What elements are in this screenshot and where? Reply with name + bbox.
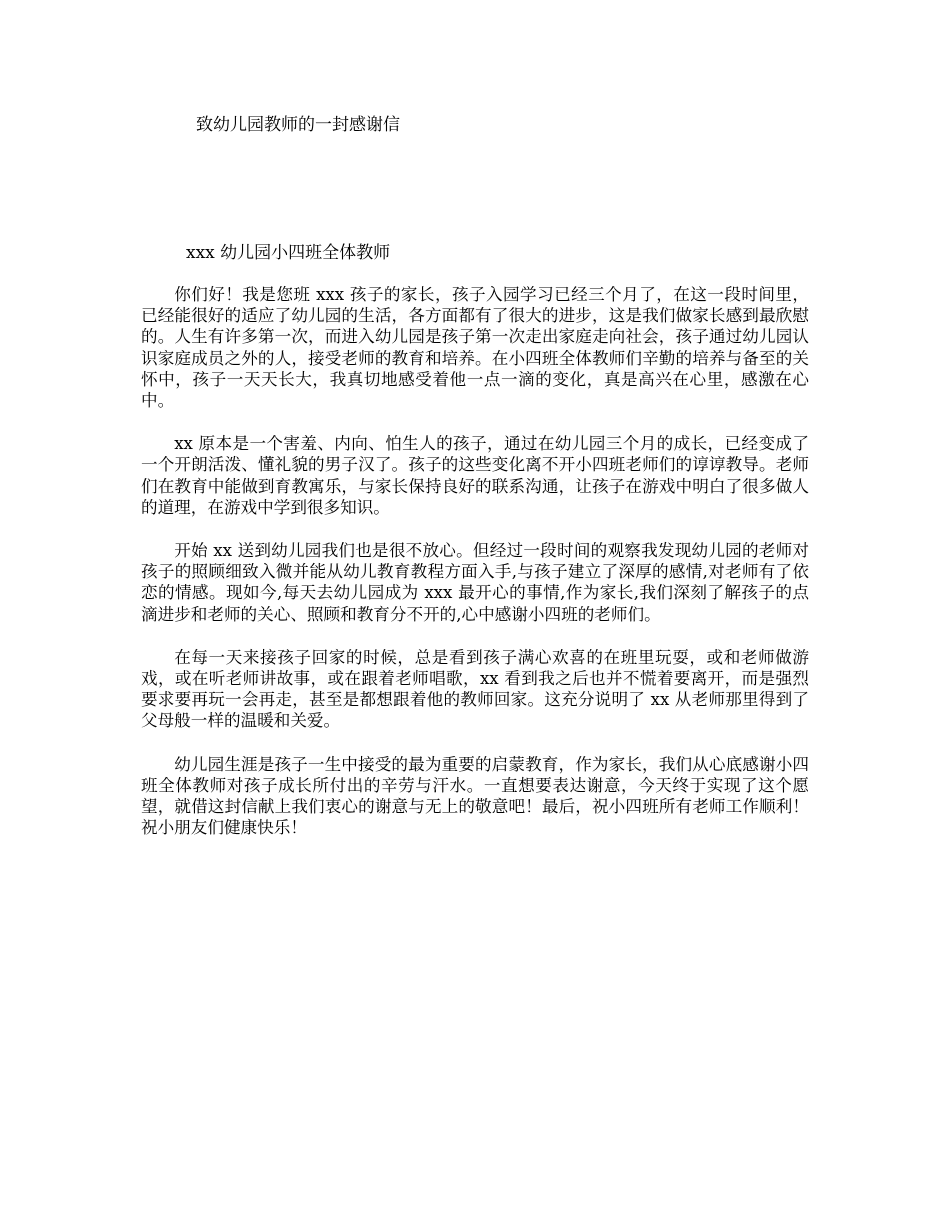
letter-title: 致幼儿园教师的一封感谢信 bbox=[196, 115, 400, 135]
letter-paragraph-4: 在每一天来接孩子回家的时候，总是看到孩子满心欢喜的在班里玩耍，或和老师做游戏，或在听老师讲故事，或在跟着老师唱歌，xx 看到我之后也并不慌着要离开，而是强烈要求要再玩一会再走，甚至是都想跟着他的教师回家。这充分说明了 xx 从老师那里得到了父母般一样的温暖和关爱。 bbox=[141, 647, 809, 731]
letter-paragraph-5: 幼儿园生涯是孩子一生中接受的最为重要的启蒙教育，作为家长，我们从心底感谢小四班全体教师对孩子成长所付出的辛劳与汗水。一直想要表达谢意，今天终于实现了这个愿望，就借这封信献上我们衷心的谢意与无上的敬意吧！最后，祝小四班所有老师工作顺利！祝小朋友们健康快乐！ bbox=[141, 754, 809, 838]
letter-paragraph-1: 你们好！我是您班 xxx 孩子的家长，孩子入园学习已经三个月了，在这一段时间里，已经能很好的适应了幼儿园的生活，各方面都有了很大的进步，这是我们做家长感到最欣慰的。人生有许多第一次，而进入幼儿园是孩子第一次走出家庭走向社会，孩子通过幼儿园认识家庭成员之外的人，接受老师的教育和培养。在小四班全体教师们辛勤的培养与备至的关怀中，孩子一天天长大，我真切地感受着他一点一滴的变化，真是高兴在心里，感激在心中。 bbox=[141, 285, 809, 411]
letter-salutation: xxx 幼儿园小四班全体教师 bbox=[186, 243, 391, 263]
letter-paragraph-2: xx 原本是一个害羞、内向、怕生人的孩子，通过在幼儿园三个月的成长，已经变成了一个开朗活泼、懂礼貌的男子汉了。孩子的这些变化离不开小四班老师们的谆谆教导。老师们在教育中能做到育教寓乐，与家长保持良好的联系沟通，让孩子在游戏中明白了很多做人的道理，在游戏中学到很多知识。 bbox=[141, 434, 809, 517]
letter-paragraph-3: 开始 xx 送到幼儿园我们也是很不放心。但经过一段时间的观察我发现幼儿园的老师对孩子的照顾细致入微并能从幼儿教育教程方面入手,与孩子建立了深厚的感情,对老师有了依恋的情感。现如今,每天去幼儿园成为 xxx 最开心的事情,作为家长,我们深刻了解孩子的点滴进步和老师的关心、照顾和教育分不开的,心中感谢小四班的老师们。 bbox=[141, 541, 809, 624]
letter-body bbox=[141, 284, 809, 860]
